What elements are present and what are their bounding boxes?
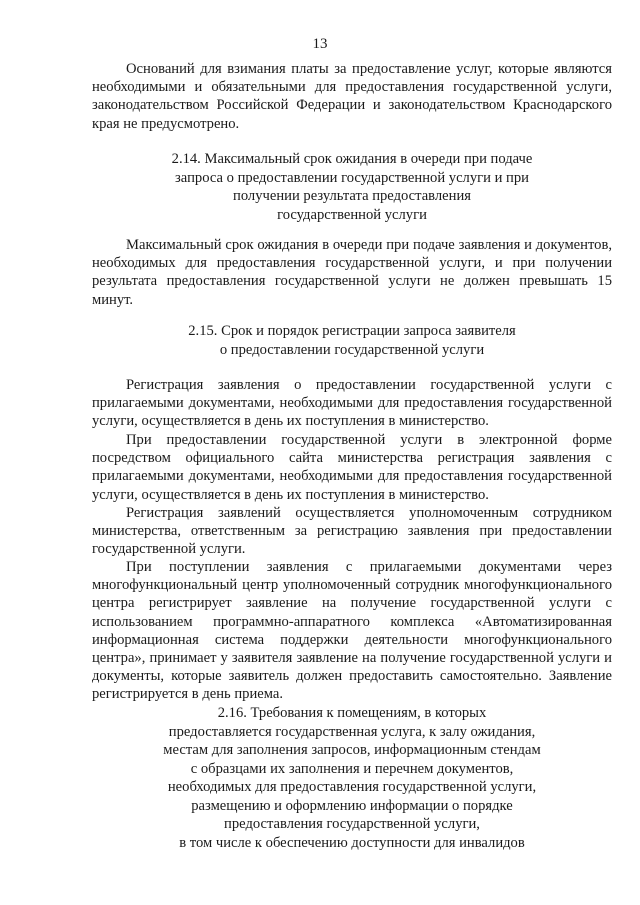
heading-line: запроса о предоставлении государственной услуги и при bbox=[175, 169, 529, 186]
heading-line: 2.14. Максимальный срок ожидания в очереди при подаче bbox=[171, 151, 533, 167]
heading-line: предоставления государственной услуги, bbox=[224, 816, 480, 832]
heading-line: 2.15. Срок и порядок регистрации запроса заявителя bbox=[188, 323, 516, 339]
section-2-15-paragraph-3: Регистрация заявлений осуществляется уполномоченным сотрудником министерства, ответственным за регистрацию заявления при предоставлении государственной услуги. bbox=[92, 505, 612, 558]
section-2-14-heading bbox=[92, 150, 612, 224]
page-number: 13 bbox=[312, 36, 328, 52]
section-2-15-paragraph-1: Регистрация заявления о предоставлении государственной услуги с прилагаемыми документами, необходимыми для предоставления государственной услуги, осуществляется в день их поступления в министерство. bbox=[92, 377, 612, 430]
heading-line: предоставляется государственная услуга, к залу ожидания, bbox=[168, 723, 536, 740]
section-2-15-heading bbox=[92, 322, 612, 359]
intro-paragraph: Оснований для взимания платы за предоставление услуг, которые являются необходимыми и обязательными для предоставления государственной услуги, законодательством Российской Федерации и законодательством Краснодарского края не предусмотрено. bbox=[92, 61, 612, 132]
heading-line: о предоставлении государственной услуги bbox=[219, 341, 485, 358]
heading-line: размещению и оформлению информации о порядке bbox=[191, 797, 513, 814]
section-2-15-paragraph-4: При поступлении заявления с прилагаемыми документами через многофункциональный центр уполномоченный сотрудник многофункционального центра регистрирует заявление на получение государственной услуги с использованием программно-аппаратного комплекса «Автоматизированная информационная система поддержки деятельности многофункционального центра», принимает у заявителя заявление на получение государственной услуги и документы, которые заявитель должен предоставить самостоятельно. Заявление регистрируется в день приема. bbox=[92, 559, 612, 703]
heading-line: необходимых для предоставления государственной услуги, bbox=[167, 779, 537, 795]
heading-line: местам для заполнения запросов, информационным стендам bbox=[163, 742, 541, 758]
heading-line: с образцами их заполнения и перечнем документов, bbox=[190, 760, 514, 777]
heading-line: государственной услуги bbox=[277, 206, 427, 223]
heading-line: в том числе к обеспечению доступности для инвалидов bbox=[179, 834, 525, 851]
heading-line: получении результата предоставления bbox=[233, 188, 471, 204]
section-2-15-paragraph-2: При предоставлении государственной услуги в электронной форме посредством официального сайта министерства регистрация заявления с прилагаемыми документами, необходимыми для предоставления государственной услуги, осуществляется в день их поступления в министерство. bbox=[92, 432, 612, 503]
heading-line: 2.16. Требования к помещениям, в которых bbox=[217, 705, 487, 721]
section-2-16-heading bbox=[92, 704, 612, 852]
section-2-14-paragraph: Максимальный срок ожидания в очереди при подаче заявления и документов, необходимых для предоставления государственной услуги, и при получении результата предоставления государственной услуги не должен превышать 15 минут. bbox=[92, 237, 612, 308]
